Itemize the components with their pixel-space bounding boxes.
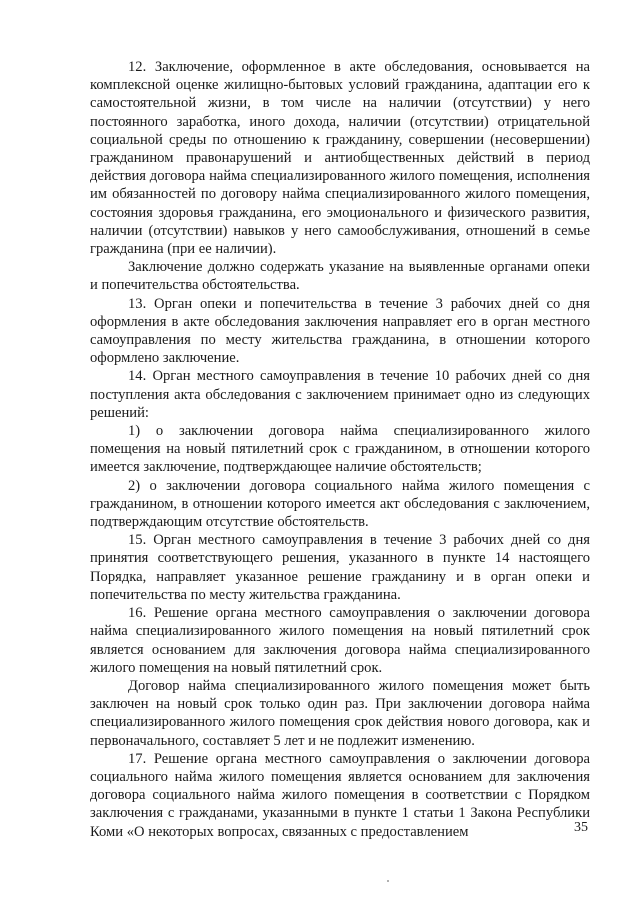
- paragraph-14-item-1: 1) о заключении договора найма специализированного жилого помещения на новый пятилетний срок с гражданином, в отношении которого имеется заключение, подтверждающее наличие обстоятельств;: [90, 423, 590, 476]
- paragraph-14: 14. Орган местного самоуправления в течение 10 рабочих дней со дня поступления акта обследования с заключением принимает одно из следующих решений:: [90, 368, 590, 421]
- paragraph-13: 13. Орган опеки и попечительства в течение 3 рабочих дней со дня оформления в акте обследования заключения направляет его в орган местного самоуправления по месту жительства гражданина, в отношении которого оформлено заключение.: [90, 295, 590, 367]
- paragraph-17: 17. Решение органа местного самоуправления о заключении договора социального найма жилого помещения является основанием для заключения договора социального найма жилого помещения в соответствии с Порядком заключения с гражданами, указанными в пункте 1 статьи 1 Закона Республики Коми «О некоторых вопросах, связанных с предоставлением: [90, 750, 590, 840]
- paragraph-15: 15. Орган местного самоуправления в течение 3 рабочих дней со дня принятия соответствующего решения, указанного в пункте 14 настоящего Порядка, направляет указанное решение гражданину и в орган опеки и попечительства по месту жительства гражданина.: [90, 532, 590, 603]
- paragraph-16-note: Договор найма специализированного жилого помещения может быть заключен на новый срок только один раз. При заключении договора найма специализированного жилого помещения срок действия нового договора, как и первоначального, составляет 5 лет и не подлежит изменению.: [90, 677, 590, 749]
- paragraph-12: 12. Заключение, оформленное в акте обследования, основывается на комплексной оценке жилищно-бытовых условий гражданина, адаптации его к самостоятельной жизни, в том числе на наличии (отсутствии) у него постоянного заработка, иного дохода, наличии (отсутствии) отрицательной социальной среды по отношению к гражданину, совершении (несовершении) гражданином правонарушений и антиобщественных действий в период действия договора найма специализированного жилого помещения, исполнения им обязанностей по договору найма специализированного жилого помещения, состояния здоровья гражданина, его эмоционального и физического развития, наличии (отсутствии) навыков у него самообслуживания, отношений в семье гражданина (при ее наличии).: [90, 59, 590, 258]
- paragraph-14-item-2: 2) о заключении договора социального найма жилого помещения с гражданином, в отношении которого имеется акт обследования с заключением, подтверждающим отсутствие обстоятельств.: [90, 477, 590, 531]
- page-number: 35: [574, 820, 588, 835]
- document-body: [90, 58, 590, 841]
- paragraph-16: 16. Решение органа местного самоуправления о заключении договора найма специализированного жилого помещения на новый пятилетний срок является основанием для заключения договора найма специализированного жилого помещения на новый пятилетний срок.: [90, 605, 590, 676]
- paragraph-12-note: Заключение должно содержать указание на выявленные органами опеки и попечительства обстоятельства.: [90, 259, 590, 294]
- scan-dot: [387, 880, 389, 882]
